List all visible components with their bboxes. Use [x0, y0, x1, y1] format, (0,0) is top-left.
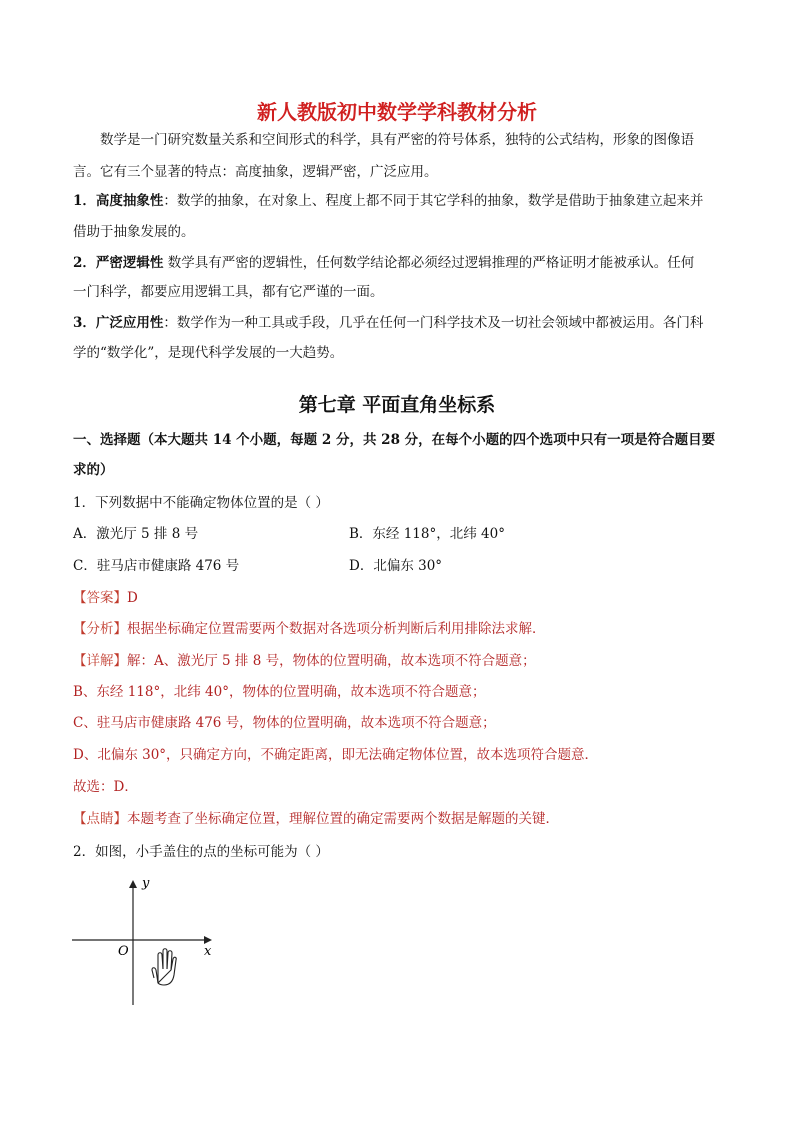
origin-label: O: [118, 944, 129, 959]
detail-line-1: 解：A、激光厅 5 排 8 号，物体的位置明确，故本选项不符合题意；: [127, 653, 536, 669]
q1-choice: 故选：D．: [73, 779, 138, 795]
feature-3-label: 3．广泛应用性: [73, 315, 164, 331]
feature-3-line-1: [73, 313, 723, 333]
feature-2-text: 数学具有严密的逻辑性，任何数学结论都必须经过逻辑推理的严格证明才能被承认。任何: [163, 255, 695, 271]
analysis-text: 根据坐标确定位置需要两个数据对各选项分析判断后利用排除法求解．: [127, 621, 546, 637]
detail-tag: 【详解】: [73, 653, 127, 669]
q2-stem: 2．如图，小手盖住的点的坐标可能为（ ）: [73, 844, 329, 860]
detail-line-3: C、驻马店市健康路 476 号，物体的位置明确，故本选项不符合题意；: [73, 715, 496, 731]
x-axis-label: x: [204, 944, 212, 959]
y-axis-arrow: [129, 880, 137, 888]
comment-tag: 【点睛】: [73, 811, 127, 827]
feature-3-line-2: 学的“数学化”，是现代科学发展的一大趋势。: [73, 345, 344, 361]
feature-3-text: ：数学作为一种工具或手段，几乎在任何一门科学技术及一切社会领域中都被运用。各门科: [163, 315, 704, 331]
q1-detail: [73, 651, 723, 671]
section-heading-line-2: 求的）: [73, 462, 114, 478]
q1-option-a: A．激光厅 5 排 8 号: [73, 526, 199, 542]
chapter-title: 第七章 平面直角坐标系: [298, 394, 496, 416]
document-title: 新人教版初中数学学科教材分析: [257, 100, 537, 124]
y-axis-label: y: [142, 876, 150, 891]
x-axis-arrow: [204, 936, 212, 944]
feature-2-label: 2．严密逻辑性: [73, 255, 164, 271]
feature-2-line-2: 一门科学，都要应用逻辑工具，都有它严谨的一面。: [73, 284, 384, 300]
q1-option-c: C．驻马店市健康路 476 号: [73, 558, 240, 574]
feature-1-label: 1．高度抽象性: [73, 193, 164, 209]
section-heading-line-1: 一、选择题（本大题共 14 个小题，每题 2 分，共 28 分，在每个小题的四个选项中只有一项是符合题目要: [73, 432, 716, 448]
feature-1-text: ：数学的抽象，在对象上、程度上都不同于其它学科的抽象，数学是借助于抽象建立起来并: [163, 193, 704, 209]
answer-value: D: [127, 590, 138, 606]
q1-analysis: [73, 619, 723, 639]
comment-text: 本题考查了坐标确定位置，理解位置的确定需要两个数据是解题的关键．: [127, 811, 559, 827]
q1-option-d: D．北偏东 30°: [349, 558, 443, 574]
q1-option-b: B．东经 118°，北纬 40°: [349, 526, 505, 542]
feature-1-line-1: [73, 191, 723, 211]
detail-line-4: D、北偏东 30°，只确定方向，不确定距离，即无法确定物体位置，故本选项符合题意．: [73, 747, 599, 763]
analysis-tag: 【分析】: [73, 621, 127, 637]
q1-answer: [73, 588, 723, 608]
coordinate-figure: [70, 875, 220, 1010]
intro-line-1: 数学是一门研究数量关系和空间形式的科学，具有严密的符号体系，独特的公式结构，形象的图像语: [100, 132, 694, 148]
answer-tag: 【答案】: [73, 590, 127, 606]
q1-comment: [73, 809, 723, 829]
feature-2-line-1: [73, 253, 723, 273]
hand-icon: [152, 949, 176, 985]
detail-line-2: B、东经 118°，北纬 40°，物体的位置明确，故本选项不符合题意；: [73, 684, 486, 700]
q1-stem: 1．下列数据中不能确定物体位置的是（ ）: [73, 495, 329, 511]
intro-line-2: 言。它有三个显著的特点：高度抽象，逻辑严密，广泛应用。: [73, 164, 438, 180]
feature-1-line-2: 借助于抽象发展的。: [73, 224, 195, 240]
